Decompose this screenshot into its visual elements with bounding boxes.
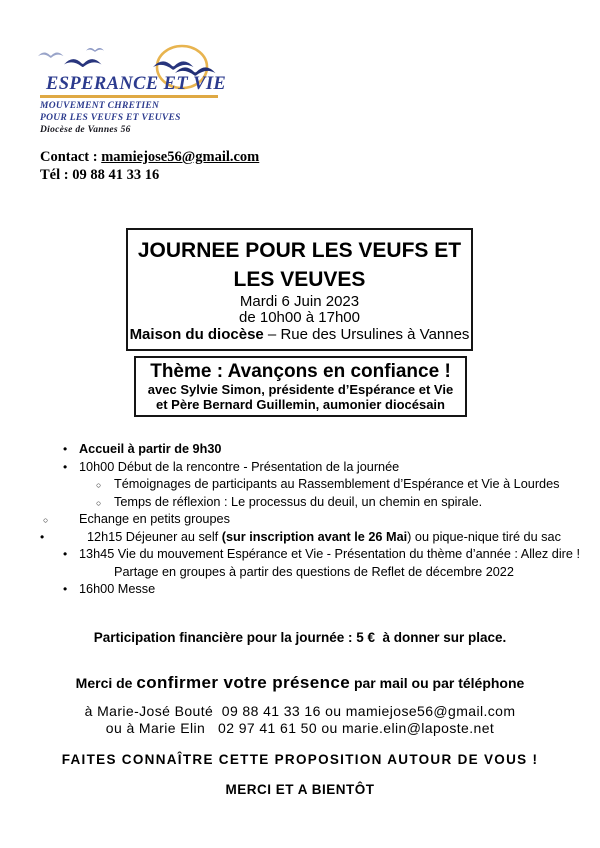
logo-subtitle-movement: MOUVEMENT CHRETIEN (40, 101, 160, 111)
list-item-text: 16h00 Messe (79, 582, 156, 596)
disc-bullet-icon: • (63, 459, 68, 474)
confirm-emphasis: confirmer votre présence (136, 673, 351, 692)
bird-icon (64, 59, 102, 67)
logo-gold-rule (40, 95, 218, 98)
list-item-text: Accueil à partir de 9h30 (79, 442, 222, 456)
theme-speaker1: avec Sylvie Simon, présidente d’Espérance et Vie (147, 382, 454, 397)
list-item-text: Partage en groupes à partir des questions de Reflet de décembre 2022 (114, 564, 514, 579)
circle-bullet-icon: ○ (43, 515, 49, 525)
disc-bullet-icon: • (63, 442, 68, 456)
contact-email-link[interactable]: mamiejose56@gmail.com (101, 149, 260, 165)
event-date: Mardi 6 Juin 2023 (239, 293, 360, 310)
confirm-contact-line1: à Marie-José Bouté 09 88 41 33 16 ou mamiejose56@gmail.com (84, 703, 516, 719)
event-location-street: – Rue des Ursulines à Vannes (263, 326, 470, 343)
disc-bullet-icon: • (63, 547, 68, 561)
theme-box (134, 356, 467, 417)
contact-header (40, 148, 259, 184)
event-hours: de 10h00 à 17h00 (239, 309, 360, 326)
confirm-prefix: Merci de (75, 675, 137, 691)
theme-title: Thème : Avançons en confiance ! (150, 361, 451, 382)
list-item (0, 529, 600, 547)
theme-speaker2: et Père Bernard Guillemin, aumonier diocésain (156, 396, 445, 412)
list-item-text: 12h15 Déjeuner au self (sur inscription avant le 26 Mai) ou pique-nique tiré du sac (87, 529, 561, 544)
event-box (126, 228, 473, 351)
list-item (0, 581, 600, 599)
event-location-venue: Maison du diocèse (129, 326, 264, 343)
share-callout-line: FAITES CONNAÎTRE CETTE PROPOSITION AUTOUR DE VOUS ! (61, 752, 539, 767)
confirm-contact-line2: ou à Marie Elin 02 97 41 61 50 ou marie.elin@laposte.net (105, 720, 495, 736)
list-item-text: Echange en petits groupes (79, 512, 230, 526)
list-item-text: Témoignages de participants au Rassemblement d’Espérance et Vie à Lourdes (114, 477, 560, 491)
bird-icon (86, 48, 104, 52)
confirm-presence-line (0, 673, 600, 693)
list-item-text: 13h45 Vie du mouvement Espérance et Vie - Présentation du thème d’année : Allez dire ! (79, 547, 581, 561)
circle-bullet-icon: ○ (96, 480, 102, 490)
bird-icon (38, 52, 64, 57)
list-item (0, 564, 600, 582)
event-title-line2: LES VEUVES (233, 268, 366, 291)
list-item-text: Temps de réflexion : Le processus du deuil, un chemin en spirale. (114, 494, 483, 509)
list-item (0, 459, 600, 477)
contact-label: Contact : (40, 149, 102, 165)
circle-bullet-icon: ○ (96, 497, 102, 508)
event-title-line1: JOURNEE POUR LES VEUFS ET (137, 239, 462, 262)
schedule-list (0, 441, 600, 599)
event-location (128, 326, 471, 344)
list-item (0, 546, 600, 564)
logo-wordmark: ESPERANCE ET VIE (46, 74, 227, 94)
list-item-text: 10h00 Début de la rencontre - Présentation de la journée (79, 459, 400, 474)
participation-fee-line: Participation financière pour la journée : 5 € à donner sur place. (93, 630, 507, 645)
disc-bullet-icon: • (63, 582, 68, 596)
list-item (0, 441, 600, 459)
logo-subtitle-diocese: Diocèse de Vannes 56 (40, 125, 131, 135)
list-item (0, 476, 600, 494)
disc-bullet-icon: • (40, 529, 45, 544)
confirm-suffix: par mail ou par téléphone (350, 675, 525, 691)
contact-line (40, 148, 259, 166)
list-item (0, 494, 600, 512)
list-item (0, 511, 600, 529)
phone-line: Tél : 09 88 41 33 16 (40, 167, 160, 183)
logo-subtitle-audience: POUR LES VEUFS ET VEUVES (40, 113, 181, 123)
thanks-line: MERCI ET A BIENTÔT (225, 782, 375, 797)
